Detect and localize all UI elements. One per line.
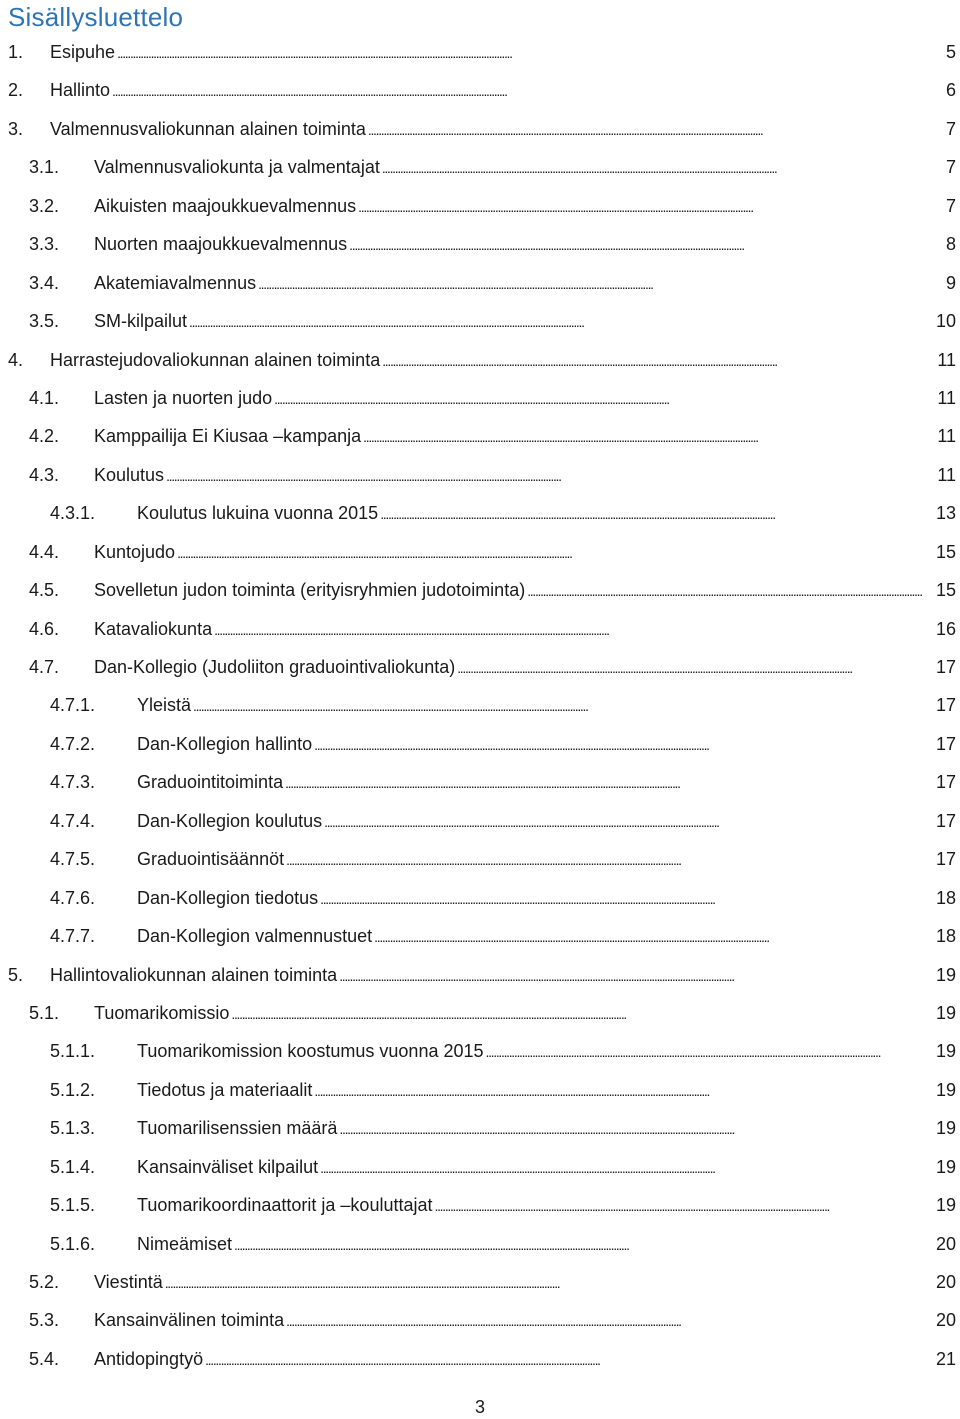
dot-leader: [214, 610, 933, 649]
dot-leader: [165, 1263, 933, 1302]
toc-entry-label[interactable]: Dan-Kollegion valmennustuet: [137, 926, 373, 947]
toc-entry-number: 5.2.: [29, 1272, 60, 1292]
dot-leader: [314, 1071, 933, 1110]
toc-entry-page: 13: [935, 503, 956, 524]
toc-entry-label[interactable]: Hallinto: [50, 80, 111, 101]
toc-entry-label[interactable]: Aikuisten maajoukkuevalmennus: [94, 195, 357, 216]
toc-entry-label[interactable]: Kansainväliset kilpailut: [137, 1156, 319, 1177]
toc-entry[interactable]: [0, 1071, 960, 1109]
dot-leader: [177, 533, 933, 572]
toc-entry-page: 19: [935, 1195, 956, 1216]
dot-leader: [320, 879, 933, 918]
dot-leader: [258, 264, 943, 303]
toc-entry-number: 2.: [8, 80, 24, 101]
toc-entry[interactable]: [0, 71, 960, 109]
toc-entry-page: 5: [945, 42, 956, 62]
toc-entry-label[interactable]: Tuomarilisenssien määrä: [137, 1118, 338, 1139]
toc-entry[interactable]: [0, 494, 960, 532]
dot-leader: [380, 494, 933, 533]
toc-entry-page: 20: [935, 1272, 956, 1292]
toc-entry[interactable]: [0, 302, 960, 340]
toc-entry-page: 17: [935, 810, 956, 831]
toc-entry-number: 4.7.3.: [50, 772, 96, 793]
dot-leader: [205, 1340, 933, 1379]
toc-entry-page: 8: [945, 234, 956, 255]
toc-entry-page: 19: [935, 1041, 956, 1062]
dot-leader: [339, 1109, 933, 1148]
dot-leader: [286, 1301, 933, 1340]
toc-entry-label[interactable]: Akatemiavalmennus: [94, 272, 257, 293]
toc-entry[interactable]: [0, 341, 960, 379]
toc-entry-number: 5.1.5.: [50, 1195, 96, 1216]
toc-entry-label[interactable]: Kamppailija Ei Kiusaa –kampanja: [94, 426, 362, 447]
toc-entry-number: 3.5.: [29, 311, 60, 332]
toc-entry-label[interactable]: SM-kilpailut: [94, 311, 188, 332]
toc-entry[interactable]: [0, 840, 960, 878]
dot-leader: [368, 110, 943, 149]
toc-entry-label[interactable]: Tiedotus ja materiaalit: [137, 1079, 313, 1100]
toc-entry[interactable]: [0, 1301, 960, 1339]
toc-entry[interactable]: [0, 1109, 960, 1147]
toc-entry-number: 5.: [8, 964, 24, 985]
toc-entry-label[interactable]: Dan-Kollegion koulutus: [137, 810, 323, 831]
toc-entry-page: 15: [935, 541, 956, 562]
toc-entry-number: 5.1.6.: [50, 1233, 96, 1254]
toc-entry[interactable]: [0, 610, 960, 648]
toc-entry-number: 4.7.4.: [50, 810, 96, 831]
toc-entry-number: 4.7.: [29, 657, 60, 677]
dot-leader: [486, 1032, 933, 1071]
toc-entry-page: 19: [935, 1118, 956, 1139]
toc-entry[interactable]: [0, 917, 960, 955]
toc-entry[interactable]: [0, 1186, 960, 1224]
toc-entry[interactable]: [0, 456, 960, 494]
toc-entry-number: 4.4.: [29, 541, 60, 562]
toc-entry-page: 17: [935, 772, 956, 793]
dot-leader: [285, 763, 933, 802]
dot-leader: [374, 917, 933, 956]
toc-entry-page: 6: [945, 80, 956, 101]
toc-entry-label[interactable]: Dan-Kollegion tiedotus: [137, 887, 319, 908]
toc-entry-label[interactable]: Graduointitoiminta: [137, 772, 284, 793]
toc-entry-label[interactable]: Tuomarikomission koostumus vuonna 2015: [137, 1041, 484, 1062]
toc-entry-number: 3.2.: [29, 195, 60, 216]
toc-title: Sisällysluettelo: [8, 2, 184, 32]
dot-leader: [231, 994, 933, 1033]
toc-entry[interactable]: [0, 1340, 960, 1378]
toc-entry-page: 19: [935, 1002, 956, 1023]
toc-entry-label[interactable]: Valmennusvaliokunnan alainen toiminta: [50, 118, 366, 139]
toc-entry-label[interactable]: Koulutus lukuina vuonna 2015: [137, 503, 379, 524]
toc-entry-number: 4.1.: [29, 387, 60, 408]
toc-entry[interactable]: [0, 1263, 960, 1301]
toc-entry-page: 11: [937, 464, 956, 485]
toc-entry[interactable]: [0, 879, 960, 917]
toc-entry-number: 1.: [8, 42, 24, 62]
toc-entry-page: 19: [935, 1079, 956, 1100]
toc-entry-label[interactable]: Graduointisäännöt: [137, 849, 285, 870]
toc-entry-page: 17: [935, 657, 956, 677]
toc-entry-label[interactable]: Kuntojudo: [94, 541, 176, 562]
toc-entry-page: 20: [935, 1310, 956, 1331]
toc-entry-page: 19: [935, 1156, 956, 1177]
toc-entry-label[interactable]: Katavaliokunta: [94, 618, 213, 639]
dot-leader: [435, 1186, 933, 1225]
toc-entry-number: 4.2.: [29, 426, 60, 447]
toc-entry-label[interactable]: Lasten ja nuorten judo: [94, 387, 273, 408]
toc-list: [0, 33, 960, 1378]
toc-entry[interactable]: [0, 264, 960, 302]
toc-entry-page: 20: [935, 1233, 956, 1254]
toc-entry-label[interactable]: Dan-Kollegio (Judoliiton graduointivaliokunta): [94, 657, 456, 677]
toc-entry-number: 4.: [8, 349, 24, 370]
dot-leader: [527, 571, 933, 610]
toc-entry-page: 15: [935, 580, 956, 601]
toc-entry-number: 4.3.: [29, 464, 60, 485]
dot-leader: [339, 956, 933, 995]
toc-entry-page: 21: [935, 1348, 956, 1369]
toc-entry-page: 9: [945, 272, 956, 293]
toc-entry-label[interactable]: Yleistä: [137, 695, 192, 716]
toc-entry-page: 18: [935, 926, 956, 947]
toc-entry[interactable]: [0, 148, 960, 186]
toc-entry-number: 4.5.: [29, 580, 60, 601]
toc-entry-page: 10: [935, 311, 956, 332]
toc-entry[interactable]: [0, 686, 960, 724]
toc-entry[interactable]: [0, 533, 960, 571]
toc-entry[interactable]: [0, 187, 960, 225]
toc-entry-label[interactable]: Harrastejudovaliokunnan alainen toiminta: [50, 349, 381, 370]
toc-entry-number: 5.4.: [29, 1348, 60, 1369]
toc-entry[interactable]: [0, 994, 960, 1032]
toc-entry-page: 17: [935, 849, 956, 870]
dot-leader: [189, 302, 933, 341]
dot-leader: [193, 686, 933, 725]
toc-entry-number: 4.7.6.: [50, 887, 96, 908]
toc-entry-label[interactable]: Tuomarikomissio: [94, 1002, 230, 1023]
toc-entry-label[interactable]: Nimeämiset: [137, 1233, 233, 1254]
toc-entry-page: 7: [945, 157, 956, 178]
toc-entry-number: 4.7.2.: [50, 733, 96, 754]
toc-entry-label[interactable]: Nuorten maajoukkuevalmennus: [94, 234, 348, 255]
toc-entry-label[interactable]: Esipuhe: [50, 42, 116, 62]
toc-entry[interactable]: [0, 1032, 960, 1070]
dot-leader: [382, 341, 934, 380]
toc-entry-number: 4.3.1.: [50, 503, 96, 524]
toc-entry[interactable]: [0, 571, 960, 609]
toc-entry[interactable]: [0, 956, 960, 994]
toc-entry-label[interactable]: Sovelletun judon toiminta (erityisryhmien judotoiminta): [94, 580, 526, 601]
toc-entry-page: 19: [935, 964, 956, 985]
page-number: 3: [474, 1397, 485, 1417]
toc-entry[interactable]: [0, 1225, 960, 1263]
toc-entry-number: 5.1.1.: [50, 1041, 96, 1062]
toc-entry-number: 5.3.: [29, 1310, 60, 1331]
dot-leader: [117, 33, 943, 72]
dot-leader: [234, 1225, 933, 1264]
dot-leader: [166, 456, 934, 495]
toc-entry[interactable]: [0, 379, 960, 417]
toc-entry-page: 11: [937, 349, 956, 370]
toc-entry-number: 4.7.1.: [50, 695, 96, 716]
toc-entry-label[interactable]: Viestintä: [94, 1272, 163, 1292]
dot-leader: [358, 187, 943, 226]
toc-entry-number: 4.6.: [29, 618, 60, 639]
toc-entry-page: 18: [935, 887, 956, 908]
toc-entry-label[interactable]: Valmennusvaliokunta ja valmentajat: [94, 157, 380, 178]
toc-entry-page: 17: [935, 695, 956, 716]
toc-entry-number: 5.1.4.: [50, 1156, 96, 1177]
toc-entry-number: 5.1.: [29, 1002, 60, 1023]
dot-leader: [363, 417, 934, 456]
dot-leader: [274, 379, 934, 418]
dot-leader: [112, 71, 943, 110]
toc-entry[interactable]: [0, 33, 960, 71]
toc-entry-number: 5.1.2.: [50, 1079, 96, 1100]
toc-entry[interactable]: [0, 648, 960, 686]
toc-entry[interactable]: [0, 110, 960, 148]
toc-entry-label[interactable]: Koulutus: [94, 464, 165, 485]
toc-entry[interactable]: [0, 417, 960, 455]
toc-entry-label[interactable]: Tuomarikoordinaattorit ja –kouluttajat: [137, 1195, 433, 1216]
toc-entry-label[interactable]: Kansainvälinen toiminta: [94, 1310, 285, 1331]
toc-entry-number: 3.3.: [29, 234, 60, 255]
toc-entry-page: 7: [945, 195, 956, 216]
dot-leader: [349, 225, 943, 264]
dot-leader: [382, 148, 943, 187]
toc-entry-number: 4.7.7.: [50, 926, 96, 947]
toc-entry-page: 11: [937, 426, 956, 447]
toc-entry-number: 3.4.: [29, 272, 60, 293]
toc-entry-page: 17: [935, 733, 956, 754]
toc-entry[interactable]: [0, 1148, 960, 1186]
toc-entry[interactable]: [0, 225, 960, 263]
toc-entry-label[interactable]: Antidopingtyö: [94, 1348, 204, 1369]
dot-leader: [457, 648, 933, 687]
dot-leader: [324, 802, 933, 841]
toc-entry-number: 4.7.5.: [50, 849, 96, 870]
toc-entry-page: 7: [945, 118, 956, 139]
dot-leader: [314, 725, 933, 764]
toc-entry-number: 3.1.: [29, 157, 60, 178]
dot-leader: [320, 1148, 933, 1187]
toc-entry-label[interactable]: Dan-Kollegion hallinto: [137, 733, 313, 754]
toc-entry-page: 11: [937, 387, 956, 408]
toc-entry-number: 3.: [8, 118, 24, 139]
toc-entry[interactable]: [0, 802, 960, 840]
dot-leader: [286, 840, 933, 879]
toc-entry-label[interactable]: Hallintovaliokunnan alainen toiminta: [50, 964, 338, 985]
toc-entry-page: 16: [935, 618, 956, 639]
toc-entry[interactable]: [0, 763, 960, 801]
toc-entry-number: 5.1.3.: [50, 1118, 96, 1139]
toc-entry[interactable]: [0, 725, 960, 763]
